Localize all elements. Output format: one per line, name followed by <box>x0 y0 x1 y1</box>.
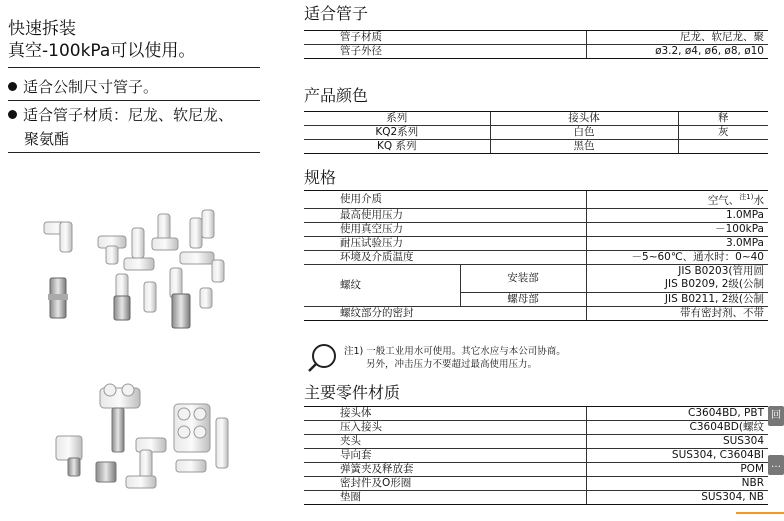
materials-table <box>304 406 768 505</box>
row-sublabel: 安装部 <box>460 264 586 292</box>
suitable-tube-table <box>304 30 768 59</box>
product-photo-fittings <box>40 208 240 338</box>
section-title-suitable-tube: 适合管子 <box>304 4 369 23</box>
table-row <box>304 477 768 491</box>
spec-table <box>304 190 768 321</box>
divider <box>8 67 260 68</box>
table-row <box>304 435 768 449</box>
bullet-item: 适合管子材质：尼龙、软尼龙、 <box>8 104 233 126</box>
row-value: SUS304, NB <box>586 491 768 505</box>
row-label: 密封件及O形圈 <box>304 477 586 491</box>
table-row <box>304 264 768 278</box>
table-row <box>304 407 768 421</box>
spec-note-line1: 注1) 一般工业用水可使用。其它水应与本公司协商。 <box>344 346 566 357</box>
table-row <box>304 236 768 250</box>
table-row <box>304 250 768 264</box>
row-label: 弹簧夹及释放套 <box>304 463 586 477</box>
comment-button[interactable]: … <box>768 455 784 475</box>
bullet-item: 适合公制尺寸管子。 <box>8 76 158 98</box>
table-cell: 白色 <box>490 126 678 140</box>
table-row <box>304 126 768 140</box>
row-value: JIS B0209, 2级(公制 <box>586 278 768 292</box>
table-row <box>304 222 768 236</box>
table-row <box>304 449 768 463</box>
row-label: 管子材质 <box>304 31 586 45</box>
column-header: 释 <box>678 112 768 126</box>
table-row <box>304 191 768 209</box>
section-title-specs: 规格 <box>304 168 337 187</box>
table-cell: 黑色 <box>490 140 678 154</box>
row-label: 管子外径 <box>304 45 586 59</box>
table-row <box>304 208 768 222</box>
orange-accent-bar <box>736 512 784 514</box>
row-label: 最高使用压力 <box>304 208 586 222</box>
table-row <box>304 45 768 59</box>
row-value: NBR <box>586 477 768 491</box>
row-label: 接头体 <box>304 407 586 421</box>
row-label: 夹头 <box>304 435 586 449</box>
row-value: C3604BD, PBT <box>586 407 768 421</box>
row-label: 使用介质 <box>304 191 586 209</box>
feature-heading-2: 真空-100kPa可以使用。 <box>8 41 196 61</box>
row-value: C3604BD(螺纹 <box>586 421 768 435</box>
row-label: 螺纹部分的密封 <box>304 306 586 320</box>
row-value: JIS B0203(管用圆 <box>586 264 768 278</box>
back-to-top-button[interactable]: 回 <box>768 406 784 426</box>
table-header-row <box>304 112 768 126</box>
column-header: 接头体 <box>490 112 678 126</box>
divider <box>8 100 260 101</box>
section-title-materials: 主要零件材质 <box>304 383 401 402</box>
column-header: 系列 <box>304 112 490 126</box>
table-row <box>304 463 768 477</box>
product-photo-manifolds <box>40 378 240 508</box>
row-label: 耐压试验压力 <box>304 236 586 250</box>
table-cell: KQ2系列 <box>304 126 490 140</box>
bullet-continuation: 聚氨酯 <box>24 130 70 148</box>
row-label: 环境及介质温度 <box>304 250 586 264</box>
row-value: －100kPa <box>586 222 768 236</box>
row-value: SUS304, C3604BI <box>586 449 768 463</box>
table-cell <box>678 140 768 154</box>
color-table <box>304 111 768 154</box>
table-cell: KQ 系列 <box>304 140 490 154</box>
row-label: 螺纹 <box>304 264 460 306</box>
row-value: 带有密封剂、不带 <box>586 306 768 320</box>
row-value: 空气、$^{注1)}$水 <box>586 191 768 209</box>
row-label: 压入接头 <box>304 421 586 435</box>
row-value: 1.0MPa <box>586 208 768 222</box>
table-cell: 灰 <box>678 126 768 140</box>
table-row <box>304 31 768 45</box>
row-value: ø3.2, ø4, ø6, ø8, ø10 <box>586 45 768 59</box>
row-value: POM <box>586 463 768 477</box>
section-title-colors: 产品颜色 <box>304 86 369 105</box>
table-row <box>304 140 768 154</box>
row-sublabel: 螺母部 <box>460 292 586 306</box>
row-label: 导向套 <box>304 449 586 463</box>
row-value: －5~60℃、通水时：0~40 <box>586 250 768 264</box>
bullet-dot-icon <box>8 82 17 91</box>
bullet-dot-icon <box>8 110 17 119</box>
row-label: 使用真空压力 <box>304 222 586 236</box>
row-value: SUS304 <box>586 435 768 449</box>
table-row <box>304 421 768 435</box>
row-value: 尼龙、软尼龙、聚 <box>586 31 768 45</box>
spec-note-line2: 另外，冲击压力不要超过最高使用压力。 <box>366 359 538 370</box>
row-value: 3.0MPa <box>586 236 768 250</box>
magnifier-note-icon <box>306 342 338 374</box>
table-row <box>304 306 768 320</box>
feature-heading-1: 快速拆装 <box>8 19 76 39</box>
table-row <box>304 491 768 505</box>
row-value: JIS B0211, 2级(公制 <box>586 292 768 306</box>
row-label: 垫圈 <box>304 491 586 505</box>
divider <box>8 152 260 153</box>
